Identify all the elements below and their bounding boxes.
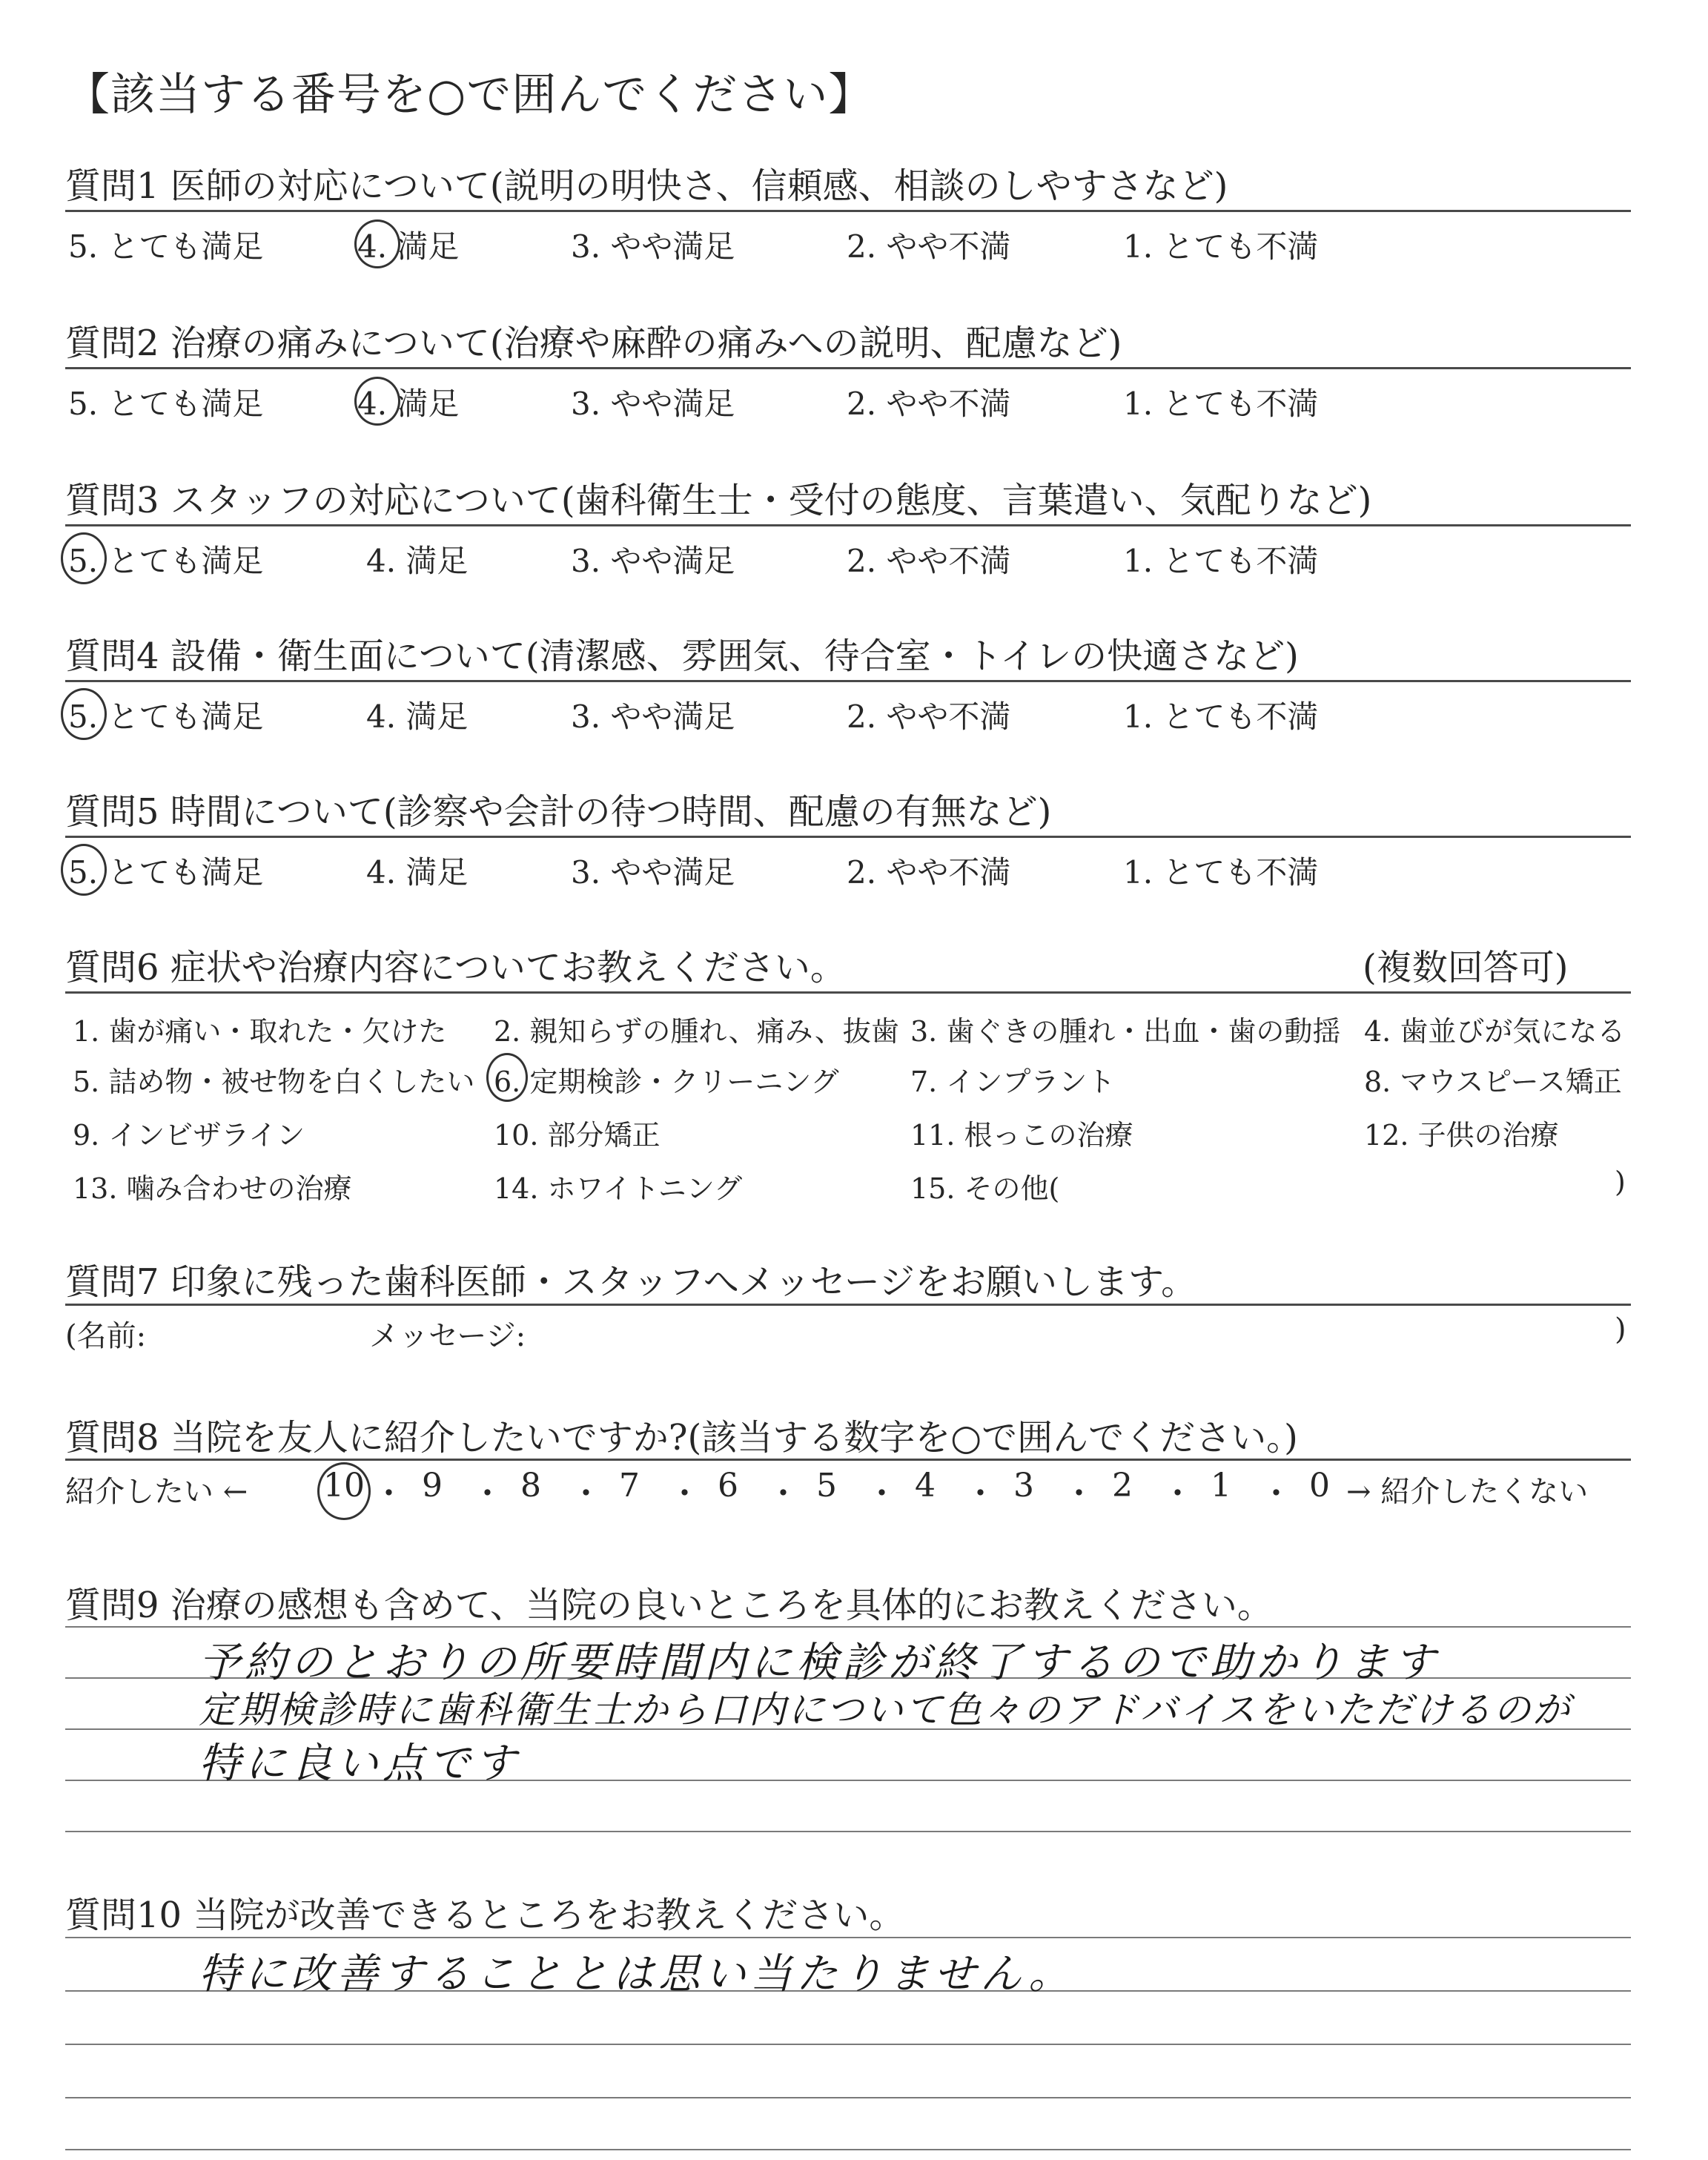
q5-option-3[interactable]: 3. やや満足 [571,854,735,891]
q3-option-1[interactable]: 1. とても不満 [1123,543,1319,579]
q6-option-12[interactable]: 12. 子供の治療 [1364,1119,1559,1152]
question-7-title: 質問7 印象に残った歯科医師・スタッフへメッセージをお願いします。 [65,1261,1197,1303]
q2-option-4[interactable]: 4. 満足 [357,386,460,422]
question-4-title: 質問4 設備・衛生面について(清潔感、雰囲気、待合室・トイレの快適さなど) [65,635,1299,677]
question-2-rule [65,367,1631,369]
q8-scale-separator: ・ [1260,1475,1293,1513]
q2-option-3[interactable]: 3. やや満足 [571,386,735,422]
question-8-title: 質問8 当院を友人に紹介したいですか?(該当する数字を○で囲んでください。) [65,1417,1298,1459]
q8-scale-separator: ・ [1161,1475,1194,1513]
question-8-rule [65,1459,1631,1461]
q4-option-2[interactable]: 2. やや不満 [847,698,1011,735]
q10-answer-line-3 [65,2044,1631,2045]
q9-handwritten-line-2: 定期検診時に歯科衛生士から口内について色々のアドバイスをいただけるのが [199,1688,1572,1731]
question-6-rule [65,991,1631,994]
q3-option-5[interactable]: 5. とても満足 [68,543,264,579]
q3-option-2[interactable]: 2. やや不満 [847,543,1011,579]
q8-scale-value-5[interactable]: 5 [816,1467,837,1505]
q6-option-11[interactable]: 11. 根っこの治療 [910,1119,1133,1152]
q8-scale-value-9[interactable]: 9 [422,1467,443,1505]
q10-answer-line-4 [65,2097,1631,2098]
q8-scale-value-7[interactable]: 7 [619,1467,640,1505]
question-5-rule [65,836,1631,838]
q4-option-4[interactable]: 4. 満足 [366,698,469,735]
q1-option-1[interactable]: 1. とても不満 [1123,228,1319,265]
q8-scale-separator: ・ [767,1475,800,1513]
q8-scale-value-4[interactable]: 4 [915,1467,936,1505]
q8-scale-value-3[interactable]: 3 [1013,1467,1034,1505]
question-6-note: (複数回答可) [1363,947,1569,988]
q5-selection-circle [61,844,107,896]
q6-option-6[interactable]: 6. 定期検診・クリーニング [494,1066,839,1098]
q8-scale-separator: ・ [1062,1475,1096,1513]
q6-option-2[interactable]: 2. 親知らずの腫れ、痛み、抜歯 [494,1015,899,1048]
q8-scale-separator: ・ [964,1475,997,1513]
q4-selection-circle [61,688,107,740]
q6-option-1[interactable]: 1. 歯が痛い・取れた・欠けた [73,1015,447,1048]
q3-option-4[interactable]: 4. 満足 [366,543,469,579]
q6-option-8[interactable]: 8. マウスピース矯正 [1364,1066,1622,1098]
q8-scale-value-0[interactable]: 0 [1309,1467,1330,1505]
q6-option-4[interactable]: 4. 歯並びが気になる [1364,1015,1626,1048]
q1-option-5[interactable]: 5. とても満足 [68,228,264,265]
q3-selection-circle [61,532,107,584]
q6-option-15[interactable]: 15. その他( [910,1172,1060,1205]
q7-close-paren: ) [1615,1312,1626,1347]
question-1-title: 質問1 医師の対応について(説明の明快さ、信頼感、相談のしやすさなど) [65,165,1228,207]
q9-handwritten-line-1: 予約のとおりの所要時間内に検診が終了するので助かります [199,1639,1440,1687]
page-header: 【該当する番号を○で囲んでください】 [65,69,874,121]
q1-option-4[interactable]: 4. 満足 [357,228,460,265]
q8-scale-value-1[interactable]: 1 [1211,1467,1231,1505]
q9-answer-line-5 [65,1831,1631,1832]
q2-selection-circle [354,377,400,426]
q6-option-14[interactable]: 14. ホワイトニング [494,1172,743,1205]
q10-answer-line-1 [65,1937,1631,1938]
q5-option-2[interactable]: 2. やや不満 [847,854,1011,891]
question-5-title: 質問5 時間について(診察や会計の待つ時間、配慮の有無など) [65,791,1052,833]
q8-left-label: 紹介したい ← [65,1475,248,1509]
q4-option-3[interactable]: 3. やや満足 [571,698,735,735]
question-9-title: 質問9 治療の感想も含めて、当院の良いところを具体的にお教えください。 [65,1585,1273,1626]
q7-message-label: メッセージ: [369,1319,526,1353]
q8-scale-value-8[interactable]: 8 [520,1467,541,1505]
q8-right-label: → 紹介したくない [1346,1475,1589,1509]
q10-answer-line-5 [65,2149,1631,2150]
q8-scale-separator: ・ [471,1475,504,1513]
q8-scale-separator: ・ [865,1475,898,1513]
question-2-title: 質問2 治療の痛みについて(治療や麻酔の痛みへの説明、配慮など) [65,323,1122,364]
q2-option-5[interactable]: 5. とても満足 [68,386,264,422]
q6-option-13[interactable]: 13. 噛み合わせの治療 [73,1172,352,1205]
q8-scale-value-6[interactable]: 6 [718,1467,738,1505]
q5-option-4[interactable]: 4. 満足 [366,854,469,891]
question-6-title: 質問6 症状や治療内容についてお教えください。 [65,947,846,988]
q7-name-label: (名前: [65,1319,147,1353]
q4-option-5[interactable]: 5. とても満足 [68,698,264,735]
question-3-title: 質問3 スタッフの対応について(歯科衛生士・受付の態度、言葉遣い、気配りなど) [65,480,1372,521]
q6-option-15-close: ) [1615,1166,1626,1198]
q1-option-2[interactable]: 2. やや不満 [847,228,1011,265]
q6-option-7[interactable]: 7. インプラント [910,1066,1116,1098]
question-10-title: 質問10 当院が改善できるところをお教えください。 [65,1895,905,1936]
q2-option-2[interactable]: 2. やや不満 [847,386,1011,422]
question-7-rule [65,1304,1631,1306]
q8-scale-separator: ・ [569,1475,603,1513]
question-4-rule [65,680,1631,682]
q8-scale-value-10[interactable]: 10 [323,1467,365,1505]
q8-scale-value-2[interactable]: 2 [1112,1467,1133,1505]
q8-scale-separator: ・ [372,1475,406,1513]
q6-option-5[interactable]: 5. 詰め物・被せ物を白くしたい [73,1066,475,1098]
q6-option-3[interactable]: 3. 歯ぐきの腫れ・出血・歯の動揺 [910,1015,1341,1048]
q1-selection-circle [354,219,400,268]
q1-option-3[interactable]: 3. やや満足 [571,228,735,265]
question-3-rule [65,524,1631,526]
q4-option-1[interactable]: 1. とても不満 [1123,698,1319,735]
q9-handwritten-line-3: 特に良い点です [199,1740,520,1788]
q10-handwritten-line-1: 特に改善することとは思い当たりません。 [199,1950,1075,1998]
question-1-rule [65,210,1631,212]
q5-option-5[interactable]: 5. とても満足 [68,854,264,891]
q8-scale-separator: ・ [668,1475,701,1513]
q3-option-3[interactable]: 3. やや満足 [571,543,735,579]
q6-selection-circle [486,1053,528,1102]
q6-option-10[interactable]: 10. 部分矯正 [494,1119,661,1152]
q9-answer-line-1 [65,1626,1631,1628]
q5-option-1[interactable]: 1. とても不満 [1123,854,1319,891]
q2-option-1[interactable]: 1. とても不満 [1123,386,1319,422]
q6-option-9[interactable]: 9. インビザライン [73,1119,305,1152]
